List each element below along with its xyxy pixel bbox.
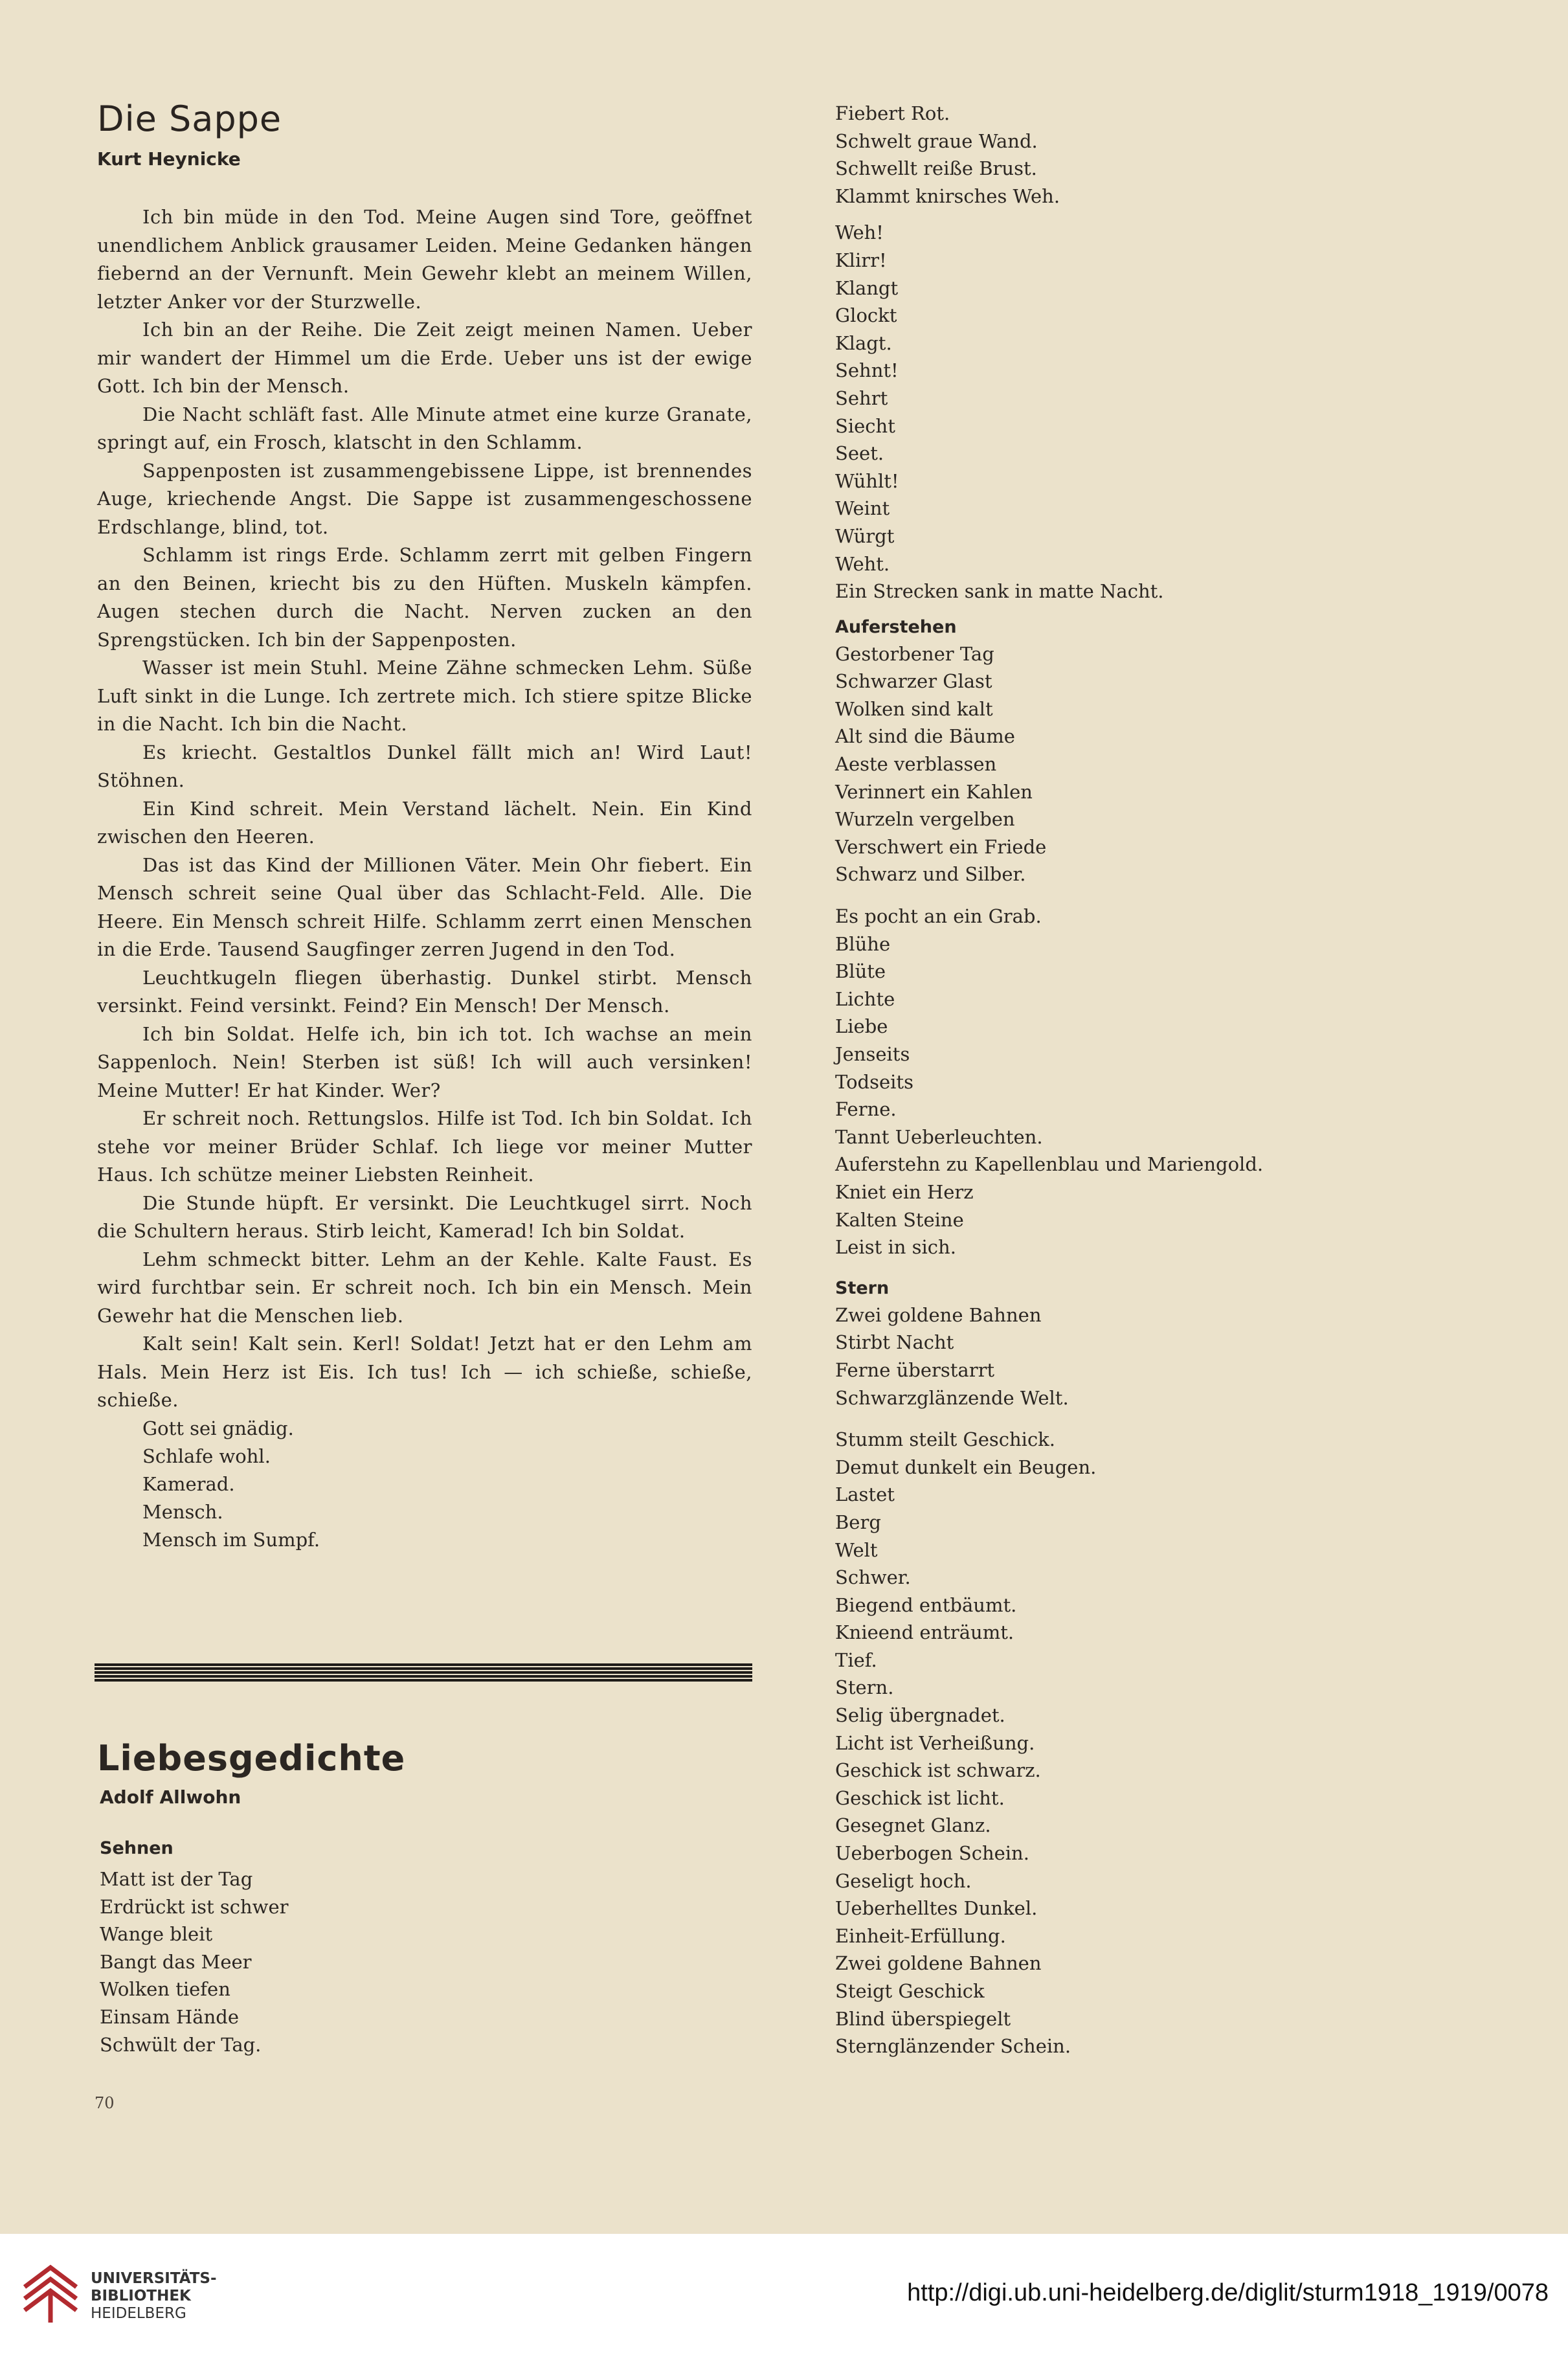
paragraph: Er schreit noch. Rettungslos. Hilfe ist Tod. Ich bin Soldat. Ich stehe vor meiner Brüder Schlaf. Ich liege vor meiner Mutter Haus. Ich schütze meiner Liebsten Reinheit.: [97, 1107, 752, 1186]
poem-line: Einsam Hände: [100, 2005, 239, 2028]
poem-line: Glockt: [835, 304, 897, 327]
poem-line: Weh!: [835, 221, 884, 244]
poem-line: Wühlt!: [835, 469, 899, 492]
poem-line: Geschick ist licht.: [835, 1786, 1005, 1809]
poem-line: Verinnert ein Kahlen: [835, 780, 1033, 803]
poem-line: Weint: [835, 497, 890, 520]
poem-line: Biegend entbäumt.: [835, 1593, 1017, 1616]
paragraph: Die Nacht schläft fast. Alle Minute atmet eine kurze Granate, springt auf, ein Frosch, klatscht in den Schlamm.: [97, 403, 752, 453]
poem-line: Ein Strecken sank in matte Nacht.: [835, 580, 1164, 603]
poem-line: Geschick ist schwarz.: [835, 1759, 1041, 1782]
poem-line: Schwült der Tag.: [100, 2033, 262, 2056]
author-adolf-allwohn: Adolf Allwohn: [100, 1786, 241, 1808]
poem-line: Stern.: [835, 1676, 894, 1699]
article-title-liebesgedichte: Liebesgedichte: [97, 1738, 406, 1779]
closing-lines: [97, 1415, 752, 1554]
poem-line: Blühe: [835, 932, 891, 955]
poem-line: Klagt.: [835, 332, 892, 354]
poem-line: Auferstehn zu Kapellenblau und Mariengold.: [835, 1153, 1264, 1176]
poem-line: Stumm steilt Geschick.: [835, 1428, 1055, 1451]
poem-line: Lastet: [835, 1483, 895, 1506]
poem-continuation-2: [835, 219, 1405, 605]
poem-line: Seet.: [835, 442, 884, 465]
footer-bar: [0, 2234, 1568, 2353]
poem-line: Blind überspiegelt: [835, 2007, 1011, 2030]
library-name: [91, 2270, 217, 2323]
right-column: [835, 100, 1405, 2060]
poem-line: Ueberbogen Schein.: [835, 1842, 1029, 1865]
poem-line: Fiebert Rot.: [835, 102, 950, 124]
page-number: 70: [95, 2094, 115, 2112]
poem-line: Sternglänzender Schein.: [835, 2035, 1071, 2058]
poem-line: Einheit-Erfüllung.: [835, 1924, 1006, 1947]
closing-line: Kamerad.: [142, 1472, 235, 1495]
closing-line: Schlafe wohl.: [142, 1445, 271, 1467]
poem-line: Tief.: [835, 1649, 877, 1671]
poem-line: Wolken sind kalt: [835, 697, 993, 720]
closing-line: Mensch im Sumpf.: [142, 1528, 320, 1551]
paragraph: Ich bin an der Reihe. Die Zeit zeigt meinen Namen. Ueber mir wandert der Himmel um die Erde. Ueber uns ist der ewige Gott. Ich bin der Mensch.: [97, 319, 752, 397]
poem-line: Klangt: [835, 276, 899, 299]
closing-line: Gott sei gnädig.: [142, 1417, 294, 1439]
closing-line: Mensch.: [142, 1500, 223, 1523]
poem-line: Wolken tiefen: [100, 1978, 230, 2001]
poem-line: Licht ist Verheißung.: [835, 1731, 1035, 1754]
library-name-line-1: UNIVERSITÄTS-: [91, 2270, 217, 2287]
poem-lines: [100, 1865, 289, 2058]
paragraph: Sappenposten ist zusammengebissene Lippe, ist brennendes Auge, kriechende Angst. Die Sappe ist zusammengeschossene Erdschlange, blind, tot.: [97, 459, 752, 538]
poem-line: Wurzeln vergelben: [835, 808, 1015, 831]
poem-line: Welt: [835, 1538, 878, 1561]
poem-line: Siecht: [835, 414, 895, 437]
poem-line: Sehnt!: [835, 359, 899, 382]
section-divider-rule: [95, 1663, 752, 1682]
poem-line: Steigt Geschick: [835, 1980, 985, 2002]
poem-line: Bangt das Meer: [100, 1950, 252, 1973]
poem-line: Selig übergnadet.: [835, 1704, 1005, 1727]
author-kurt-heynicke: Kurt Heynicke: [97, 148, 241, 170]
paragraph: Die Stunde hüpft. Er versinkt. Die Leuchtkugel sirrt. Noch die Schultern heraus. Stirb leicht, Kamerad! Ich bin Soldat.: [97, 1191, 752, 1242]
poem-line: Schwarzglänzende Welt.: [835, 1386, 1069, 1409]
poem-line: Alt sind die Bäume: [835, 725, 1015, 748]
poem-line: Geseligt hoch.: [835, 1869, 972, 1892]
poem-line: Schwarz und Silber.: [835, 863, 1026, 886]
paragraph: Lehm schmeckt bitter. Lehm an der Kehle. Kalte Faust. Es wird furchtbar sein. Er schreit noch. Ich bin ein Mensch. Mein Gewehr hat die Menschen lieb.: [97, 1248, 752, 1327]
poem-auferstehen-stanza-2: [835, 903, 1405, 1261]
ub-heidelberg-logo-icon: [18, 2261, 80, 2326]
poem-line: Verschwert ein Friede: [835, 835, 1047, 858]
poem-line: Ueberhelltes Dunkel.: [835, 1897, 1038, 1920]
source-url-link[interactable]: http://digi.ub.uni-heidelberg.de/diglit/sturm1918_1919/0078: [907, 2279, 1549, 2306]
poem-line: Jenseits: [835, 1043, 910, 1065]
poem-line: Berg: [835, 1511, 881, 1533]
poem-sehnen: [100, 1836, 289, 2058]
poem-line: Demut dunkelt ein Beugen.: [835, 1456, 1097, 1478]
library-name-line-3: HEIDELBERG: [91, 2305, 186, 2322]
poem-auferstehen-stanza-1: [835, 640, 1405, 888]
poem-line: Knieend enträumt.: [835, 1621, 1014, 1644]
poem-heading-stern: Stern: [835, 1278, 890, 1298]
poem-line: Ferne überstarrt: [835, 1358, 995, 1381]
paragraph: Schlamm ist rings Erde. Schlamm zerrt mit gelben Fingern an den Beinen, kriecht bis zu den Hüften. Muskeln kämpfen. Augen stechen durch die Nacht. Nerven zucken an den Sprengstücken. Ich bin der Sappenposten.: [97, 544, 752, 651]
poem-line: Kniet ein Herz: [835, 1180, 974, 1203]
poem-line: Sehrt: [835, 387, 888, 409]
paragraph: Das ist das Kind der Millionen Väter. Mein Ohr fiebert. Ein Mensch schreit seine Qual über das Schlacht-Feld. Alle. Die Heere. Ein Mensch schreit Hilfe. Schlamm zerrt einen Menschen in die Erde. Tausend Saugfinger zerren Jugend in den Tod.: [97, 853, 752, 960]
poem-line: Schwarzer Glast: [835, 670, 992, 693]
poem-line: Erdrückt ist schwer: [100, 1895, 289, 1918]
paragraph: Ich bin Soldat. Helfe ich, bin ich tot. Ich wachse an mein Sappenloch. Nein! Sterben ist süß! Ich will auch versinken! Meine Mutter! Er hat Kinder. Wer?: [97, 1022, 752, 1101]
poem-line: Weht.: [835, 552, 890, 575]
paragraph: Kalt sein! Kalt sein. Kerl! Soldat! Jetzt hat er den Lehm am Hals. Mein Herz ist Eis. Ich tus! Ich — ich schieße, schieße, schieße.: [97, 1333, 752, 1411]
poem-continuation-1: [835, 100, 1405, 210]
poem-line: Aeste verblassen: [835, 753, 997, 776]
library-name-line-2: BIBLIOTHEK: [91, 2288, 191, 2304]
poem-line: Tannt Ueberleuchten.: [835, 1125, 1043, 1148]
prose-body: [97, 203, 752, 1415]
poem-line: Todseits: [835, 1070, 913, 1093]
poem-heading-auferstehen: Auferstehen: [835, 616, 957, 637]
paragraph: Ich bin müde in den Tod. Meine Augen sind Tore, geöffnet unendlichem Anblick grausamer Leiden. Meine Gedanken hängen fiebernd an der Vernunft. Mein Gewehr klebt an meinem Willen, letzter Anker vor der Sturzwelle.: [97, 206, 752, 313]
poem-line: Würgt: [835, 524, 895, 547]
poem-line: Stirbt Nacht: [835, 1331, 954, 1354]
poem-line: Klirr!: [835, 249, 887, 271]
poem-line: Zwei goldene Bahnen: [835, 1952, 1042, 1975]
poem-line: Zwei goldene Bahnen: [835, 1303, 1042, 1326]
poem-line: Schwelt graue Wand.: [835, 129, 1038, 152]
poem-line: Gestorbener Tag: [835, 642, 994, 665]
poem-line: Klammt knirsches Weh.: [835, 185, 1060, 207]
paragraph: Leuchtkugeln fliegen überhastig. Dunkel stirbt. Mensch versinkt. Feind versinkt. Feind? Ein Mensch! Der Mensch.: [97, 966, 752, 1017]
poem-stern-stanza-1: [835, 1301, 1405, 1412]
poem-line: Leist in sich.: [835, 1236, 956, 1259]
paragraph: Es kriecht. Gestaltlos Dunkel fällt mich an! Wird Laut! Stöhnen.: [97, 741, 752, 791]
poem-line: Ferne.: [835, 1098, 897, 1121]
paragraph: Wasser ist mein Stuhl. Meine Zähne schmecken Lehm. Süße Luft sinkt in die Lunge. Ich zertrete mich. Ich stiere spitze Blicke in die Nacht. Ich bin die Nacht.: [97, 657, 752, 735]
poem-line: Es pocht an ein Grab.: [835, 905, 1042, 928]
poem-line: Blüte: [835, 960, 886, 983]
paragraph: Ein Kind schreit. Mein Verstand lächelt. Nein. Ein Kind zwischen den Heeren.: [97, 797, 752, 848]
poem-line: Lichte: [835, 987, 895, 1010]
left-column: [97, 96, 752, 1554]
poem-line: Liebe: [835, 1015, 888, 1038]
poem-line: Kalten Steine: [835, 1208, 964, 1231]
poem-heading-sehnen: Sehnen: [100, 1838, 174, 1858]
article-title-die-sappe: Die Sappe: [97, 98, 282, 139]
poem-line: Schwer.: [835, 1566, 911, 1589]
poem-line: Wange bleit: [100, 1923, 213, 1946]
poem-line: Matt ist der Tag: [100, 1868, 253, 1890]
poem-line: Gesegnet Glanz.: [835, 1814, 991, 1837]
poem-line: Schwellt reiße Brust.: [835, 157, 1037, 180]
poem-stern-stanza-2: [835, 1426, 1405, 2060]
